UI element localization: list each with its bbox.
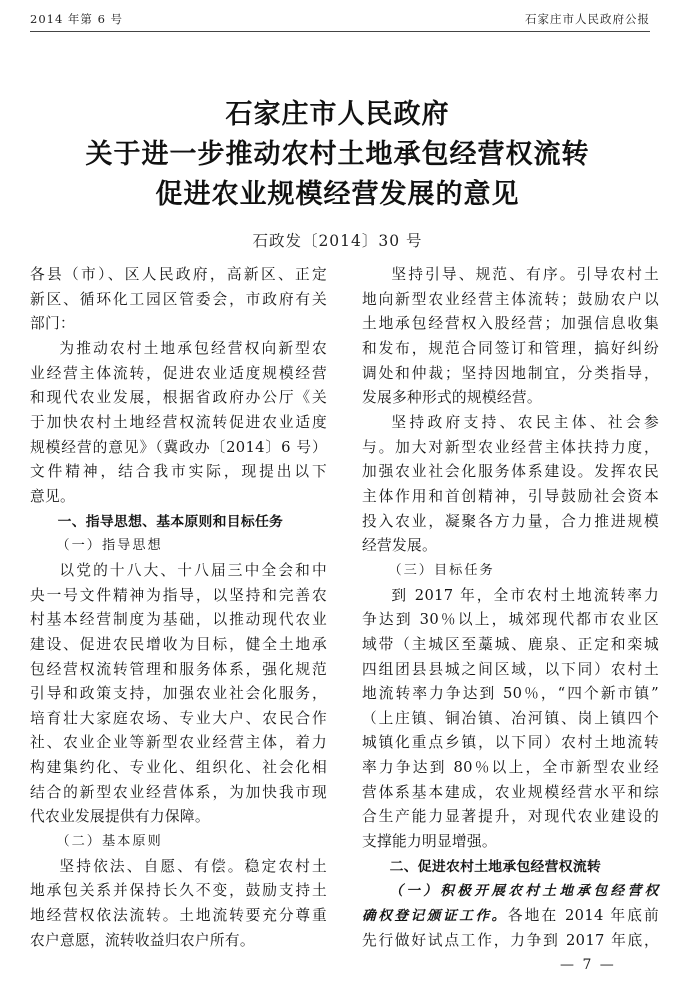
text-line: 培育壮大家庭农场、专业大户、农民合作: [30, 709, 327, 727]
text-line: 坚持依法、自愿、有偿。稳定农村土: [59, 857, 327, 875]
text-line: 部门：: [30, 315, 75, 333]
text-line: 与。加大对新型农业经营主体扶持力度，: [362, 438, 659, 456]
text-line: 支撑能力明显增强。: [362, 833, 497, 851]
text-line: 和发布，规范合同签订和管理，搞好纠纷: [362, 339, 659, 357]
text-line: 央一号文件精神为指导，以坚持和完善农: [30, 586, 327, 604]
text-line: 社、农业企业等新型农业经营主体，着力: [30, 734, 327, 752]
section-heading: 一、指导思想、基本原则和目标任务: [57, 513, 284, 530]
text-line: 建设、促进农民增收为目标，健全土地承: [30, 635, 327, 653]
text-line: 调处和仲裁；坚持因地制宜，分类指导，: [362, 364, 659, 382]
subsection-heading-bold: （一）积极开展农村土地承包经营权: [389, 883, 659, 900]
document-title: [0, 95, 675, 251]
text-line: 业经营主体流转，促进农业适度规模经营: [30, 364, 327, 382]
text-line: 于加快农村土地经营权流转促进农业适度: [30, 413, 327, 431]
text-line: 新区、循环化工园区管委会，市政府有关: [30, 290, 327, 308]
section-heading: 二、促进农村土地承包经营权流转: [389, 858, 602, 875]
running-header: [30, 11, 650, 33]
text-line: 代农业发展提供有力保障。: [30, 808, 210, 826]
text-line: 土地承包经营权入股经营；加强信息收集: [362, 315, 659, 333]
text-line: 争达到 30％以上，城郊现代都市农业区: [362, 611, 659, 629]
title-line-3: 促进农业规模经营发展的意见: [155, 179, 520, 210]
text-line: 意见。: [30, 487, 75, 505]
text-line: 规模经营的意见》（冀政办〔2014〕6 号）: [30, 438, 327, 456]
title-line-1: 石家庄市人民政府: [225, 99, 450, 130]
text-line: 城镇化重点乡镇，以下同）农村土地流转: [362, 734, 659, 752]
text-line: 引导和政策支持，加强农业社会化服务，: [30, 685, 327, 703]
text-line: 为推动农村土地承包经营权向新型农: [59, 339, 327, 357]
text-line: 到 2017 年，全市农村土地流转率力: [391, 586, 659, 604]
text-line: 合生产能力显著提升，对现代农业建设的: [362, 808, 659, 826]
text-line: 坚持引导、规范、有序。引导农村土: [391, 266, 659, 283]
text-line: 村基本经营制度为基础，以推动现代农业: [30, 611, 327, 629]
text-line: 农户意愿，流转收益归农户所有。: [30, 931, 255, 949]
text-line: 投入农业，凝聚各方力量，合力推进规模: [362, 512, 659, 530]
text-line: （上庄镇、铜冶镇、冶河镇、岗上镇四个: [362, 709, 659, 727]
text-line: 坚持政府支持、农民主体、社会参: [391, 413, 659, 431]
subsection-heading: （二）基本原则: [56, 834, 163, 850]
subsection-heading-bold-continued: [362, 904, 659, 929]
text-line: 地向新型农业经营主体流转；鼓励农户以: [362, 290, 659, 308]
text-line: 以党的十八大、十八届三中全会和中: [59, 561, 327, 579]
publication-name: 石家庄市人民政府公报: [525, 12, 650, 26]
left-column: [30, 263, 327, 953]
text-line: 地经营权依法流转。土地流转要充分尊重: [30, 907, 327, 925]
text-line: 营体系基本建成，农业规模经营水平和综: [362, 783, 659, 801]
title-line-2: 关于进一步推动农村土地承包经营权流转: [85, 139, 590, 170]
page-number: — 7 —: [560, 957, 616, 973]
text-line: 率力争达到 80％以上，全市新型农业经: [362, 759, 659, 777]
text-line: 经营发展。: [362, 537, 437, 555]
text-line: 结合的新型农业经营体系，为加快我市现: [30, 783, 327, 801]
document-number: 石政发〔2014〕30 号: [252, 232, 423, 250]
text-line: 文件精神，结合我市实际，现提出以下: [30, 463, 327, 481]
header-rule: [30, 31, 650, 32]
subsection-heading: （三）目标任务: [388, 562, 495, 578]
text-run: 各地在 2014 年底前: [507, 907, 659, 925]
right-column: [362, 263, 659, 953]
text-line: 地承包关系并保持长久不变，鼓励支持土: [30, 882, 327, 900]
text-line: 发展多种形式的规模经营。: [362, 389, 542, 407]
subsection-heading: （一）指导思想: [56, 538, 163, 554]
text-line: 先行做好试点工作，力争到 2017 年底，: [362, 931, 659, 949]
issue-label: 2014 年第 6 号: [30, 12, 124, 26]
text-line: 各县（市）、区人民政府，高新区、正定: [30, 266, 327, 283]
text-line: 主体作用和首创精神，引导鼓励社会资本: [362, 487, 659, 505]
text-line: 包经营权流转管理和服务体系，强化规范: [30, 660, 327, 678]
text-line: 和现代农业发展，根据省政府办公厅《关: [30, 389, 327, 407]
text-line: 地流转率力争达到 50％，“四个新市镇”: [362, 685, 659, 703]
text-line: 四组团县县城之间区域，以下同）农村土: [362, 660, 659, 678]
text-line: 构建集约化、专业化、组织化、社会化相: [30, 759, 327, 777]
text-line: 域带（主城区至藁城、鹿泉、正定和栾城: [362, 635, 659, 653]
text-line: 加强农业社会化服务体系建设。发挥农民: [362, 463, 659, 481]
bold-run: 确权登记颁证工作。: [362, 908, 508, 925]
